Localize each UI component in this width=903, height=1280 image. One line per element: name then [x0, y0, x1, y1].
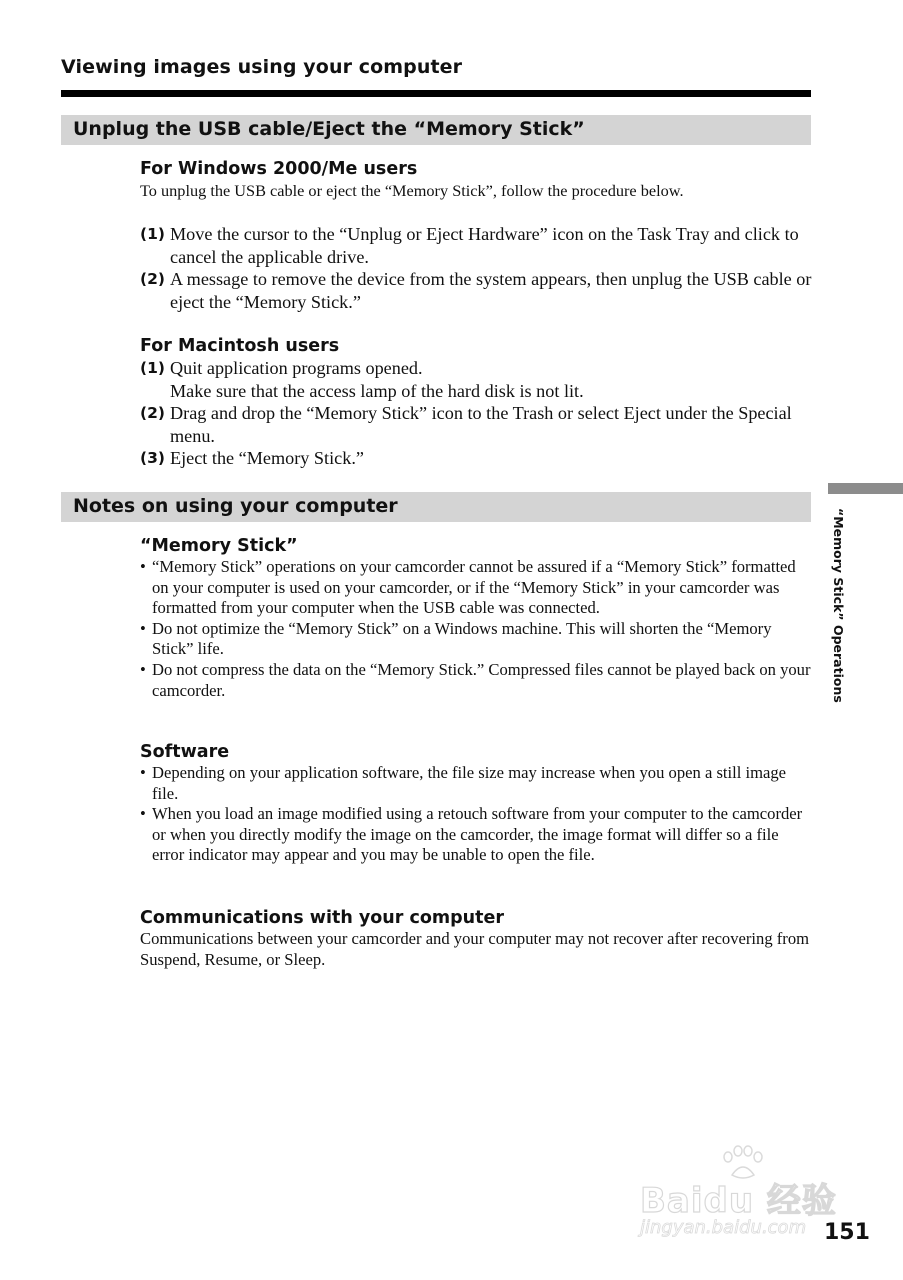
communications-notes	[140, 907, 812, 970]
header-rule	[61, 90, 811, 97]
chapter-side-label: “Memory Stick” Operations	[831, 508, 846, 703]
memory-stick-heading: “Memory Stick”	[140, 536, 298, 556]
section-heading-unplug-text: Unplug the USB cable/Eject the “Memory Stick”	[73, 118, 585, 140]
mac-step	[140, 447, 812, 470]
step-number: (1)	[140, 359, 165, 377]
step-text: Quit application programs opened.	[170, 358, 423, 378]
windows-step	[140, 268, 812, 313]
step-text: Drag and drop the “Memory Stick” icon to the Trash or select Eject under the Special menu.	[170, 403, 792, 446]
communications-heading: Communications with your computer	[140, 908, 504, 928]
step-number: (2)	[140, 270, 165, 289]
mac-instructions	[140, 335, 812, 470]
section-heading-notes	[61, 492, 811, 522]
step-text: Move the cursor to the “Unplug or Eject Hardware” icon on the Task Tray and click to cancel the applicable drive.	[170, 224, 799, 267]
mac-step	[140, 357, 812, 402]
watermark-url: jingyan.baidu.com	[640, 1217, 807, 1238]
step-text-note: Make sure that the access lamp of the hard disk is not lit.	[170, 380, 584, 401]
step-text: Eject the “Memory Stick.”	[170, 448, 364, 469]
step-number: (1)	[140, 225, 165, 243]
mac-heading: For Macintosh users	[140, 336, 340, 356]
communications-text: Communications between your camcorder and your computer may not recover after recovering from Suspend, Resume, or Sleep.	[140, 929, 810, 969]
windows-intro: To unplug the USB cable or eject the “Memory Stick”, follow the procedure below.	[140, 181, 684, 200]
windows-heading: For Windows 2000/Me users	[140, 159, 418, 179]
list-item: • Do not compress the data on the “Memory Stick.” Compressed files cannot be played back on your camcorder.	[140, 660, 812, 701]
memory-stick-notes	[140, 535, 812, 701]
windows-instructions	[140, 158, 812, 201]
section-heading-notes-text: Notes on using your computer	[73, 495, 398, 517]
baidu-watermark	[640, 1145, 850, 1245]
windows-step	[140, 223, 812, 268]
list-item: • When you load an image modified using a retouch software from your computer to the camcorder or when you directly modify the image on the camcorder, the image format will differ so a file error indicator may appear and you may be unable to open the file.	[140, 804, 812, 866]
step-number: (2)	[140, 404, 165, 423]
mac-step	[140, 402, 812, 447]
step-number: (3)	[140, 449, 165, 468]
list-item: • “Memory Stick” operations on your camcorder cannot be assured if a “Memory Stick” formatted on your computer is used on your camcorder, or if the “Memory Stick” in your camcorder was formatted from your computer when the USB cable was connected.	[140, 557, 812, 619]
page-header-title: Viewing images using your computer	[61, 56, 463, 78]
chapter-thumb-tab	[828, 483, 903, 494]
windows-steps	[140, 223, 812, 313]
watermark-logo: Baidu 经验	[640, 1181, 837, 1221]
list-item: • Depending on your application software, the file size may increase when you open a still image file.	[140, 763, 812, 804]
software-notes	[140, 741, 812, 866]
section-heading-unplug	[61, 115, 811, 145]
software-heading: Software	[140, 742, 230, 762]
step-text: A message to remove the device from the system appears, then unplug the USB cable or eject the “Memory Stick.”	[170, 269, 812, 312]
list-item: • Do not optimize the “Memory Stick” on a Windows machine. This will shorten the “Memory Stick” life.	[140, 619, 812, 660]
page-number: 151	[824, 1220, 870, 1245]
